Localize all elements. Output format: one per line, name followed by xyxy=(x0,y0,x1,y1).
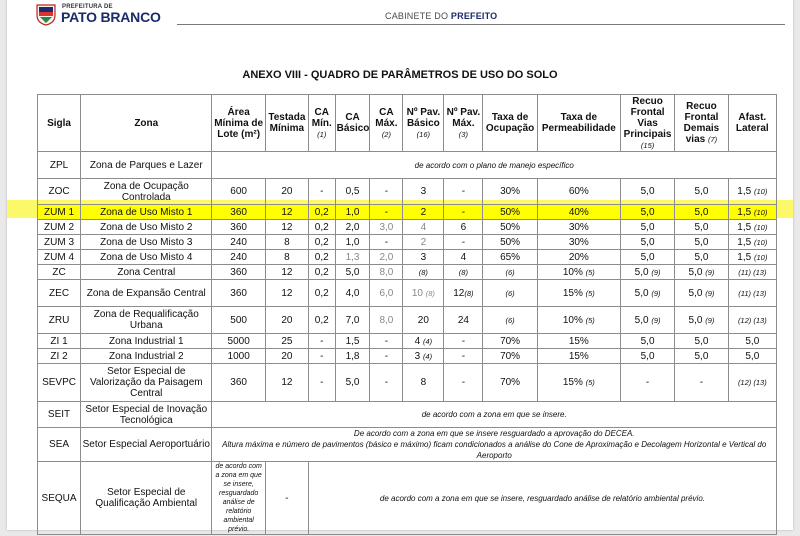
cell-testada: 8 xyxy=(265,235,308,250)
cell-taxa-ocupacao: 70% xyxy=(483,334,537,349)
cell-pav-basico: 4 (4) xyxy=(403,334,444,349)
cell-ca-max: 8,0 xyxy=(370,265,403,280)
cell-taxa-ocupacao: 50% xyxy=(483,205,537,220)
col-pav-basico: Nº Pav. Básico (16) xyxy=(403,95,444,152)
cell-ca-min: 0,2 xyxy=(308,220,335,235)
table-header-row xyxy=(38,95,777,152)
table-row-sevpc xyxy=(38,364,777,402)
cell-pav-max: - xyxy=(444,235,483,250)
cell-pav-max: - xyxy=(444,349,483,364)
logo-big-text: PATO BRANCO xyxy=(61,9,161,25)
cell-pav-max: (8) xyxy=(444,265,483,280)
cell-ca-basico: 1,8 xyxy=(335,349,370,364)
cell-sigla: ZPL xyxy=(38,152,81,179)
cell-sigla: ZI 2 xyxy=(38,349,81,364)
cell-taxa-permeabilidade: 30% xyxy=(537,220,620,235)
cell-pav-basico: 20 xyxy=(403,307,444,334)
cell-pav-max: 24 xyxy=(444,307,483,334)
cell-sigla: ZRU xyxy=(38,307,81,334)
cell-recuo-principais: 5,0 xyxy=(620,220,674,235)
cell-area: 600 xyxy=(212,179,265,205)
cell-sigla: ZEC xyxy=(38,280,81,307)
cell-area: 360 xyxy=(212,280,265,307)
cell-ca-min: - xyxy=(308,334,335,349)
cell-ca-basico: 5,0 xyxy=(335,265,370,280)
cell-area: 240 xyxy=(212,235,265,250)
cell-taxa-permeabilidade: 40% xyxy=(537,205,620,220)
cell-recuo-demais: 5,0 (9) xyxy=(675,307,728,334)
cell-taxa-permeabilidade: 15% xyxy=(537,349,620,364)
cell-testada: 12 xyxy=(265,205,308,220)
cell-taxa-permeabilidade: 20% xyxy=(537,250,620,265)
cell-afastamento: (11) (13) xyxy=(728,280,776,307)
col-ca-basico: CA Básico xyxy=(335,95,370,152)
cell-recuo-principais: 5,0 xyxy=(620,334,674,349)
cell-ca-min: 0,2 xyxy=(308,280,335,307)
col-taxa-permeabilidade: Taxa de Permeabilidade xyxy=(537,95,620,152)
col-afastamento: Afast. Lateral xyxy=(728,95,776,152)
cell-ca-basico: 7,0 xyxy=(335,307,370,334)
parameters-table xyxy=(37,94,777,535)
cabinete-label: CABINETE DO PREFEITO xyxy=(385,11,498,21)
cell-pav-max: 6 xyxy=(444,220,483,235)
prefeitura-logo xyxy=(35,2,185,28)
cell-area: 360 xyxy=(212,364,265,402)
cell-zona: Zona de Parques e Lazer xyxy=(81,152,212,179)
cell-taxa-ocupacao: 70% xyxy=(483,349,537,364)
cell-testada: - xyxy=(265,462,308,535)
cell-ca-min: 0,2 xyxy=(308,250,335,265)
cell-pav-basico: 3 (4) xyxy=(403,349,444,364)
cell-afastamento: 1,5 (10) xyxy=(728,220,776,235)
cell-recuo-demais: 5,0 xyxy=(675,250,728,265)
cell-pav-max: 4 xyxy=(444,250,483,265)
cell-pav-max: - xyxy=(444,205,483,220)
col-recuo-demais: Recuo Frontal Demais vias (7) xyxy=(675,95,728,152)
cell-area: 360 xyxy=(212,205,265,220)
cell-recuo-principais: 5,0 xyxy=(620,205,674,220)
cell-ca-min: - xyxy=(308,364,335,402)
cell-ca-min: 0,2 xyxy=(308,205,335,220)
cell-pav-basico: 8 xyxy=(403,364,444,402)
cell-recuo-demais: 5,0 (9) xyxy=(675,280,728,307)
cell-testada: 12 xyxy=(265,364,308,402)
cell-ca-basico: 4,0 xyxy=(335,280,370,307)
cell-recuo-demais: 5,0 xyxy=(675,349,728,364)
cell-taxa-permeabilidade: 15% (5) xyxy=(537,364,620,402)
cell-taxa-ocupacao: 50% xyxy=(483,235,537,250)
cell-area: 360 xyxy=(212,265,265,280)
cell-zona: Zona de Uso Misto 1 xyxy=(81,205,212,220)
cell-sigla: ZUM 3 xyxy=(38,235,81,250)
cell-zona: Zona Industrial 1 xyxy=(81,334,212,349)
cell-testada: 20 xyxy=(265,349,308,364)
cell-testada: 20 xyxy=(265,307,308,334)
cell-recuo-demais: 5,0 xyxy=(675,334,728,349)
col-taxa-ocupacao: Taxa de Ocupação xyxy=(483,95,537,152)
cell-afastamento: 1,5 (10) xyxy=(728,235,776,250)
cell-recuo-principais: 5,0 (9) xyxy=(620,307,674,334)
cell-pav-basico: 2 xyxy=(403,205,444,220)
cell-ca-max: - xyxy=(370,349,403,364)
col-ca-max: CA Máx. (2) xyxy=(370,95,403,152)
cell-area-note: de acordo com a zona em que se insere, resguardado análise de relatório ambiental prévio. xyxy=(212,462,265,535)
cell-recuo-principais: 5,0 (9) xyxy=(620,280,674,307)
cell-afastamento: 1,5 (10) xyxy=(728,179,776,205)
cell-ca-basico: 5,0 xyxy=(335,364,370,402)
cell-ca-basico: 1,3 xyxy=(335,250,370,265)
table-row-zru xyxy=(38,307,777,334)
table-row-zc xyxy=(38,265,777,280)
document-page xyxy=(7,0,793,533)
cell-afastamento: (12) (13) xyxy=(728,307,776,334)
cell-ca-max: - xyxy=(370,179,403,205)
cell-zona: Zona de Uso Misto 2 xyxy=(81,220,212,235)
cell-sigla: SEVPC xyxy=(38,364,81,402)
cell-testada: 8 xyxy=(265,250,308,265)
cell-taxa-ocupacao: (6) xyxy=(483,265,537,280)
cell-taxa-permeabilidade: 15% (5) xyxy=(537,280,620,307)
table-row-zum4 xyxy=(38,250,777,265)
city-seal-icon xyxy=(35,2,57,26)
cell-pav-basico: (8) xyxy=(403,265,444,280)
cell-afastamento: (11) (13) xyxy=(728,265,776,280)
cell-ca-basico: 1,0 xyxy=(335,205,370,220)
cell-ca-max: - xyxy=(370,334,403,349)
cell-note: de acordo com o plano de manejo específico xyxy=(212,152,777,179)
cell-zona: Zona de Uso Misto 3 xyxy=(81,235,212,250)
cell-sigla: SEIT xyxy=(38,402,81,428)
cell-area: 360 xyxy=(212,220,265,235)
cell-sigla: SEQUA xyxy=(38,462,81,535)
cell-note: de acordo com a zona em que se insere. xyxy=(212,402,777,428)
cell-recuo-principais: 5,0 xyxy=(620,235,674,250)
cell-area: 500 xyxy=(212,307,265,334)
cell-recuo-demais: - xyxy=(675,364,728,402)
cell-afastamento: 5,0 xyxy=(728,334,776,349)
cell-sigla: ZUM 4 xyxy=(38,250,81,265)
page-title: ANEXO VIII - QUADRO DE PARÂMETROS DE USO DO SOLO xyxy=(242,69,558,81)
table-row-zum1 xyxy=(38,205,777,220)
table-row-zum3 xyxy=(38,235,777,250)
cell-sigla: SEA xyxy=(38,428,81,462)
table-row-sequa xyxy=(38,462,777,535)
cell-sigla: ZI 1 xyxy=(38,334,81,349)
cell-pav-basico: 4 xyxy=(403,220,444,235)
cell-zona: Setor Especial Aeroportuário xyxy=(81,428,212,462)
col-pav-max: Nº Pav. Máx. (3) xyxy=(444,95,483,152)
cell-taxa-permeabilidade: 10% (5) xyxy=(537,265,620,280)
table-row-zec xyxy=(38,280,777,307)
col-sigla: Sigla xyxy=(38,95,81,152)
cell-testada: 12 xyxy=(265,220,308,235)
cell-testada: 12 xyxy=(265,265,308,280)
cell-taxa-ocupacao: (6) xyxy=(483,280,537,307)
cell-zona: Zona Industrial 2 xyxy=(81,349,212,364)
cell-ca-min: 0,2 xyxy=(308,235,335,250)
cell-taxa-permeabilidade: 30% xyxy=(537,235,620,250)
table-row-zi1 xyxy=(38,334,777,349)
col-area: Área Mínima de Lote (m²) xyxy=(212,95,265,152)
cell-recuo-demais: 5,0 xyxy=(675,205,728,220)
cell-sigla: ZUM 2 xyxy=(38,220,81,235)
cell-area: 1000 xyxy=(212,349,265,364)
cell-zona: Setor Especial de Inovação Tecnológica xyxy=(81,402,212,428)
table-row-zoc xyxy=(38,179,777,205)
cell-testada: 25 xyxy=(265,334,308,349)
cell-pav-basico: 2 xyxy=(403,235,444,250)
cell-pav-max: - xyxy=(444,364,483,402)
cell-note: De acordo com a zona em que se insere resguardado a aprovação do DECEA. Altura máxima e número de pavimentos (básico e máximo) ficam condicionados a análise do Cone de Aproximação e Decolagem Horizontal e Vertical do Aeroporto xyxy=(212,428,777,462)
cell-area: 240 xyxy=(212,250,265,265)
cell-taxa-permeabilidade: 15% xyxy=(537,334,620,349)
cell-area: 5000 xyxy=(212,334,265,349)
cell-ca-max: 8,0 xyxy=(370,307,403,334)
cell-ca-min: - xyxy=(308,179,335,205)
table-row-sea xyxy=(38,428,777,462)
col-ca-min: CA Mín. (1) xyxy=(308,95,335,152)
logo-small-text: PREFEITURA DE xyxy=(62,4,113,10)
cell-recuo-demais: 5,0 xyxy=(675,179,728,205)
cell-ca-max: - xyxy=(370,364,403,402)
cell-recuo-demais: 5,0 xyxy=(675,220,728,235)
cell-zona: Zona Central xyxy=(81,265,212,280)
table-row-zpl xyxy=(38,152,777,179)
cell-taxa-ocupacao: 50% xyxy=(483,220,537,235)
cell-recuo-principais: 5,0 (9) xyxy=(620,265,674,280)
cell-recuo-principais: - xyxy=(620,364,674,402)
cell-ca-basico: 1,0 xyxy=(335,235,370,250)
cell-ca-max: 3,0 xyxy=(370,220,403,235)
cell-taxa-permeabilidade: 10% (5) xyxy=(537,307,620,334)
cell-pav-basico: 3 xyxy=(403,250,444,265)
cell-sigla: ZC xyxy=(38,265,81,280)
table-row-zum2 xyxy=(38,220,777,235)
cell-zona: Zona de Requalificação Urbana xyxy=(81,307,212,334)
cell-ca-basico: 0,5 xyxy=(335,179,370,205)
cell-recuo-demais: 5,0 (9) xyxy=(675,265,728,280)
header-divider xyxy=(177,24,785,25)
cell-ca-max: 6,0 xyxy=(370,280,403,307)
cell-zona: Zona de Uso Misto 4 xyxy=(81,250,212,265)
cell-pav-max: - xyxy=(444,179,483,205)
cell-ca-max: - xyxy=(370,205,403,220)
cell-afastamento: 1,5 (10) xyxy=(728,250,776,265)
cell-ca-basico: 2,0 xyxy=(335,220,370,235)
cell-zona: Setor Especial de Valorização da Paisagem Central xyxy=(81,364,212,402)
table-row-seit xyxy=(38,402,777,428)
cell-zona: Setor Especial de Qualificação Ambiental xyxy=(81,462,212,535)
cell-afastamento: 1,5 (10) xyxy=(728,205,776,220)
cell-taxa-permeabilidade: 60% xyxy=(537,179,620,205)
cell-sigla: ZOC xyxy=(38,179,81,205)
cell-pav-max: - xyxy=(444,334,483,349)
cell-testada: 12 xyxy=(265,280,308,307)
cell-ca-max: 2,0 xyxy=(370,250,403,265)
cell-recuo-demais: 5,0 xyxy=(675,235,728,250)
table-row-zi2 xyxy=(38,349,777,364)
cell-ca-basico: 1,5 xyxy=(335,334,370,349)
cell-pav-max: 12(8) xyxy=(444,280,483,307)
cell-taxa-ocupacao: 30% xyxy=(483,179,537,205)
cell-ca-min: 0,2 xyxy=(308,265,335,280)
cell-afastamento: (12) (13) xyxy=(728,364,776,402)
cell-taxa-ocupacao: (6) xyxy=(483,307,537,334)
cell-ca-min: 0,2 xyxy=(308,307,335,334)
cell-note: de acordo com a zona em que se insere, resguardado análise de relatório ambiental prévio. xyxy=(308,462,776,535)
cell-recuo-principais: 5,0 xyxy=(620,179,674,205)
cell-pav-basico: 10 (8) xyxy=(403,280,444,307)
col-testada: Testada Mínima xyxy=(265,95,308,152)
cell-pav-basico: 3 xyxy=(403,179,444,205)
cell-recuo-principais: 5,0 xyxy=(620,349,674,364)
cell-ca-min: - xyxy=(308,349,335,364)
cell-taxa-ocupacao: 65% xyxy=(483,250,537,265)
col-recuo-principais: Recuo Frontal Vias Principais (15) xyxy=(620,95,674,152)
cell-ca-max: - xyxy=(370,235,403,250)
cell-zona: Zona de Ocupação Controlada xyxy=(81,179,212,205)
cell-taxa-ocupacao: 70% xyxy=(483,364,537,402)
cell-zona: Zona de Expansão Central xyxy=(81,280,212,307)
col-zona: Zona xyxy=(81,95,212,152)
cell-afastamento: 5,0 xyxy=(728,349,776,364)
cell-testada: 20 xyxy=(265,179,308,205)
cell-recuo-principais: 5,0 xyxy=(620,250,674,265)
cell-sigla: ZUM 1 xyxy=(38,205,81,220)
